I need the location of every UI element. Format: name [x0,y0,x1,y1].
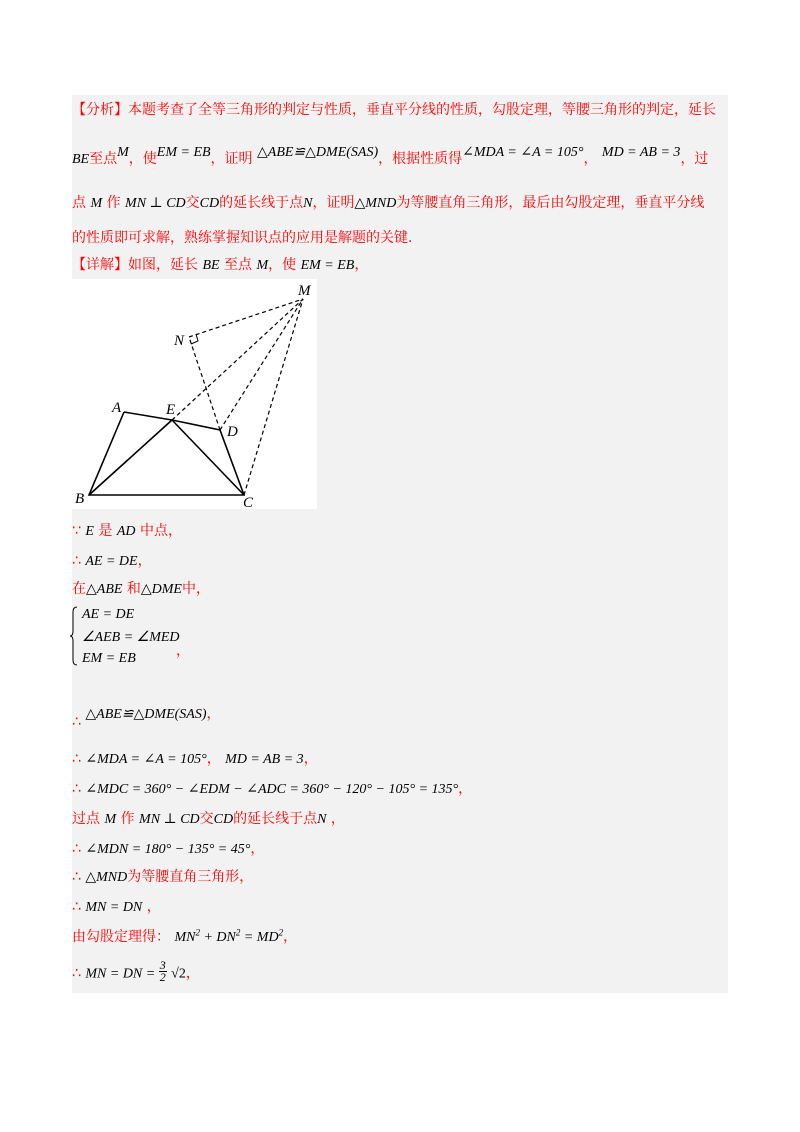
text: 为等腰直角三角形， [127,869,254,885]
analysis-text: 【分析】本题考查了全等三角形的判定与性质，垂直平分线的性质，勾股定理，等腰三角形的判定，延长 [72,102,716,118]
math-part: = MD [240,930,279,945]
system-eq-2: ∠AEB = ∠MED [82,630,180,645]
segment-mn [189,299,303,337]
math: M [256,258,269,273]
math-part: + DN [199,930,236,945]
math: ∠MDA = ∠A = 105° [85,752,207,767]
label-m: M [298,283,311,299]
math: MN = DN [85,900,143,915]
step-5 [72,748,318,768]
math: △MND [354,196,397,211]
math: EM = EB [156,145,211,160]
symbol: ∵ [72,523,81,539]
text: ， [303,751,318,767]
math-part: MN [174,930,196,945]
math: N [303,196,313,211]
math: EM = EB [300,258,355,273]
text: 中点， [139,523,182,539]
text: 中， [181,581,210,597]
text: ， [354,257,369,273]
text: 在 [72,581,86,597]
math: M [90,196,103,211]
text: 的性质即可求解，熟练掌握知识点的应用是解题的关键. [72,230,413,246]
step-2 [72,550,152,570]
math [174,927,284,945]
math: ∠MDA = ∠A = 105° [462,145,584,160]
text: ，使 [268,257,297,273]
segment-cm [244,299,303,495]
math: △ABE≌△DME(SAS) [257,145,379,160]
denominator: 2 [159,970,166,984]
segment-be [89,420,172,495]
math: N [317,812,327,827]
symbol: ∴ [72,899,81,915]
geometry-figure [72,279,317,509]
label-d: D [227,424,238,440]
system-comma [176,640,190,660]
label-e: E [166,402,176,418]
text: 的延长线于点 [233,811,318,827]
text: ， [146,899,161,915]
math: M [117,145,129,160]
text: 的延长线于点 [219,195,304,211]
text: 至点 [224,257,253,273]
math: MN ⊥ CD [125,196,186,211]
step-3 [72,578,210,598]
text: 作 [120,811,135,827]
step-4 [72,703,221,730]
step-9 [72,866,253,886]
text: ，证明 [312,195,355,211]
text: 【详解】如图，延长 [72,257,198,273]
text: ， [583,151,598,167]
math: △ABE [86,582,123,597]
step-10 [72,896,161,916]
analysis-line-2 [72,145,709,168]
math: △MND [85,870,128,885]
text: 是 [98,523,113,539]
symbol: ∴ [72,965,81,982]
fraction [159,960,167,983]
step-8 [72,838,264,858]
text: ，过 [680,151,709,167]
text: ， [206,751,221,767]
math: △ABE≌△DME(SAS) [85,707,207,722]
exponent: 2 [278,927,284,938]
text: ， [206,706,221,722]
text: 交 [185,195,200,211]
step-12 [72,958,200,985]
step-11 [72,926,297,946]
text: ， [250,841,265,857]
symbol: ∴ [72,751,81,767]
system-brace [70,606,78,666]
text: 为等腰直角三角形，最后由勾股定理，垂直平分线 [396,195,705,211]
label-c: C [243,495,254,509]
math: BE [72,152,90,167]
numerator: 3 [159,958,166,972]
segment-dn [189,337,220,430]
math: M [104,812,117,827]
text: 和 [126,581,141,597]
label-n: N [174,333,185,349]
math: ∠MDC = 360° − ∠EDM − ∠ADC = 360° − 120° − 105° = 135° [85,782,459,797]
text: ， [185,965,200,982]
text: ，根据性质得 [378,151,463,167]
system-eq-3: EM = EB [82,651,136,666]
text: ， [330,811,345,827]
math: AE = DE [85,554,138,569]
symbol: ∴ [72,553,81,569]
math: AD [116,524,136,539]
math: MD = AB = 3 [225,752,304,767]
math: △DME [140,582,182,597]
step-6 [72,778,472,798]
square-root: √2 [171,966,186,982]
math: CD [199,196,220,211]
math: ∠MDN = 180° − 135° = 45° [85,842,251,857]
math: MN ⊥ CD [139,812,200,827]
text: 点 [72,195,86,211]
symbol: ∴ [72,841,81,857]
text: 过点 [72,811,100,827]
segment-dm [220,299,303,430]
segment-em [172,299,303,420]
analysis-line-1 [72,99,716,119]
geometry-diagram [72,279,317,509]
label-a: A [112,400,122,416]
math: CD [213,812,234,827]
label-b: B [75,491,85,507]
exponent: 2 [235,927,241,938]
math: E [85,524,94,539]
detail-line [72,254,368,274]
step-1 [72,520,182,540]
text: 交 [199,811,214,827]
math: MD = AB = 3 [601,145,681,160]
system-eq-1: AE = DE [82,607,135,622]
symbol: ∴ [72,869,81,885]
text: ，使 [128,151,157,167]
text: 作 [106,195,121,211]
text: ， [176,643,190,659]
step-7 [72,808,345,828]
text: ， [137,553,152,569]
symbol: ∴ [72,714,81,730]
text: ， [458,781,473,797]
math: BE [202,258,220,273]
symbol: ∴ [72,781,81,797]
analysis-line-3 [72,192,704,212]
analysis-line-4 [72,227,412,247]
text: ， [283,929,298,945]
text: 至点 [89,151,118,167]
text: 由勾股定理得： [72,929,170,945]
exponent: 2 [195,927,200,938]
text: ，证明 [210,151,253,167]
math: MN = DN = [85,966,159,982]
